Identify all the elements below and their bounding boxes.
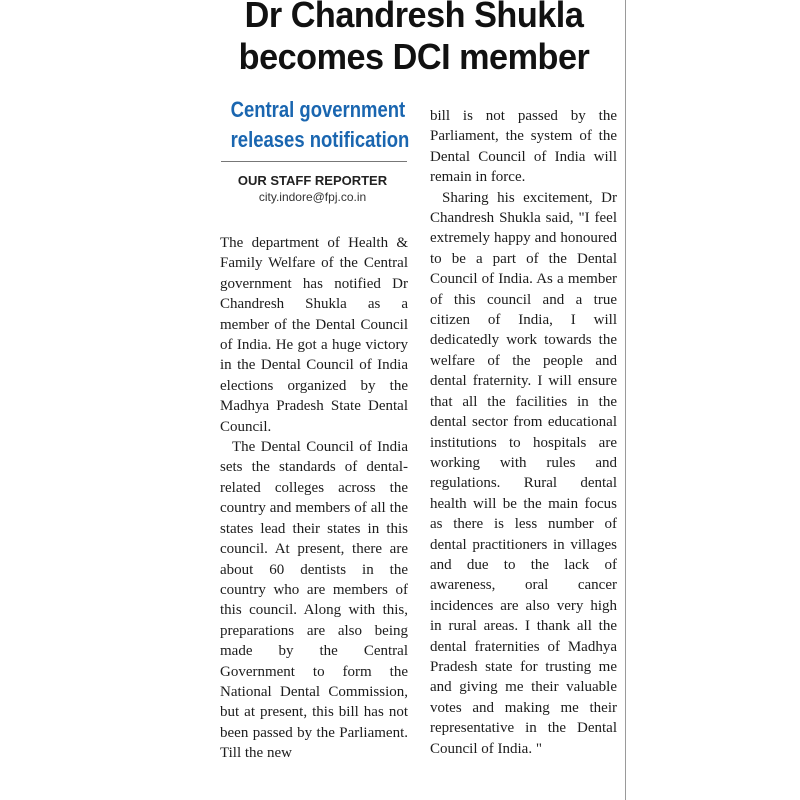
byline-reporter: OUR STAFF REPORTER (237, 173, 388, 188)
headline (218, 0, 609, 78)
subheadline (230, 95, 410, 155)
headline-line-1: Dr Chandresh Shukla (244, 0, 584, 35)
paragraph-1: The department of Health & Family Welfare of the Central government has notified Dr Chandresh Shukla as a member of the Dental Council of India. He got a huge victory in the Dental Council of India elections organized by the Madhya Pradesh State Dental Council. (220, 235, 408, 435)
subheadline-line-1: Central government (230, 97, 406, 122)
paragraph-2: The Dental Council of India sets the standards of dental-related colleges across the country and members of all the states lead their states in this council. At present, there are about 60 dentists in the country who are members of this council. Along with this, preparations are also being made by the Central Government to form the National Dental Commission, but at present, this bill has not been passed by the Parliament. Till the new (220, 439, 408, 762)
byline (215, 173, 410, 205)
paragraph-3: Sharing his excitement, Dr Chandresh Shukla said, "I feel extremely happy and honoured to be a part of the Dental Council of India. As a member of this council and a true citizen of India, I will dedicatedly work towards the welfare of the people and dental fraternity. I will ensure that all the facilities in the dental sector from educational institutions to hospitals are working with rules and regulations. Rural dental health will be the main focus as there is less number of dental practitioners in villages and due to the lack of awareness, oral cancer incidences are also very high in rural areas. I thank all the dental fraternities of Madhya Pradesh state for trusting me and giving me their valuable votes and making me their representative in the Dental Council of India. " (430, 189, 617, 757)
article-column-2 (430, 106, 617, 759)
paragraph-2-continued: bill is not passed by the Parliament, the system of the Dental Council of India will remain in force. (430, 108, 617, 186)
subheadline-line-2: releases notification (230, 127, 410, 152)
column-divider (625, 0, 626, 800)
headline-line-2: becomes DCI member (238, 36, 590, 77)
byline-email: city.indore@fpj.co.in (258, 190, 367, 204)
subheadline-divider (221, 161, 407, 162)
article-column-1 (220, 233, 408, 764)
